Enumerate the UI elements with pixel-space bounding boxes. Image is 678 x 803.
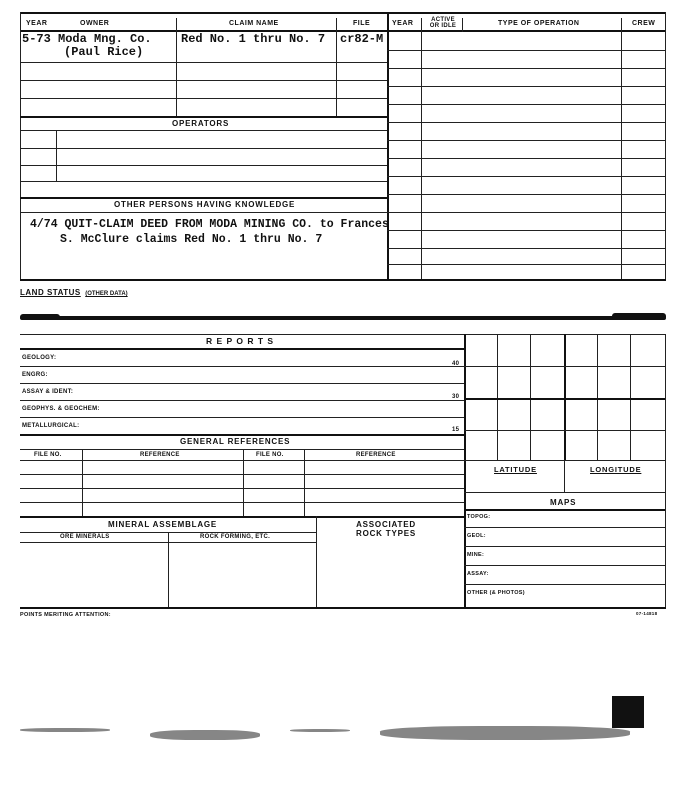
other-persons-line-2: S. McClure claims Red No. 1 thru No. 7 [60,233,323,246]
map-geol: GEOL: [467,533,486,539]
header-crew: CREW [632,20,656,27]
general-references-title: GENERAL REFERENCES [180,437,291,446]
claim-year: 5-73 [22,32,51,46]
other-persons-line-1: 4/74 QUIT-CLAIM DEED FROM MODA MINING CO. to Frances [30,218,389,231]
latitude-label: LATITUDE [494,465,537,474]
map-other-photos: OTHER (& PHOTOS) [467,590,525,596]
header-year-2: YEAR [392,20,414,27]
other-persons-title: OTHER PERSONS HAVING KNOWLEDGE [114,200,296,209]
header-file: FILE [353,20,371,27]
claim-file: cr82-M [340,32,384,46]
claim-name: Red No. 1 thru No. 7 [181,32,326,46]
mineral-assemblage-title: MINERAL ASSEMBLAGE [108,520,218,529]
operators-title: OPERATORS [172,119,230,128]
map-assay: ASSAY: [467,571,489,577]
report-geology: GEOLOGY: [22,355,57,361]
reports-title: R E P O R T S [206,336,275,346]
maps-title: MAPS [550,498,577,507]
ref-header-reference-2: REFERENCE [356,452,396,458]
points-meriting-attention: POINTS MERITING ATTENTION: [20,612,111,618]
land-status-note: (OTHER DATA) [85,291,128,297]
map-topog: TOPOG: [467,514,491,520]
report-geophys-geochem: GEOPHYS. & GEOCHEM: [22,406,100,412]
report-assay-ident: ASSAY & IDENT: [22,389,74,395]
divider-bar [20,316,666,320]
mineral-ore-minerals: ORE MINERALS [60,534,110,540]
land-status-heading [20,282,128,300]
longitude-label: LONGITUDE [590,465,642,474]
ref-header-file-no-2: FILE NO. [256,452,284,458]
header-active-or-idle: ACTIVE OR IDLE [429,17,457,29]
header-type-of-operation: TYPE OF OPERATION [498,20,580,27]
header-claim-name: CLAIM NAME [229,20,279,27]
report-engrg: ENGRG: [22,372,48,378]
claim-owner-contact: (Paul Rice) [64,45,144,59]
claim-owner: Moda Mng. Co. [58,32,152,46]
form-number: 07-14818 [636,611,658,616]
header-owner: OWNER [80,20,110,27]
report-metallurgical: METALLURGICAL: [22,423,80,429]
map-mine: MINE: [467,552,485,558]
associated-rock-types: ASSOCIATED ROCK TYPES [356,520,417,538]
mineral-rock-forming: ROCK FORMING, ETC. [200,534,271,540]
report-metallurgical-number: 15 [452,427,460,433]
ref-header-file-no: FILE NO. [34,452,62,458]
land-status-title: LAND STATUS [20,288,81,297]
header-year: YEAR [26,20,48,27]
ref-header-reference: REFERENCE [140,452,180,458]
report-assay-number: 30 [452,394,460,400]
report-geology-number: 40 [452,361,460,367]
